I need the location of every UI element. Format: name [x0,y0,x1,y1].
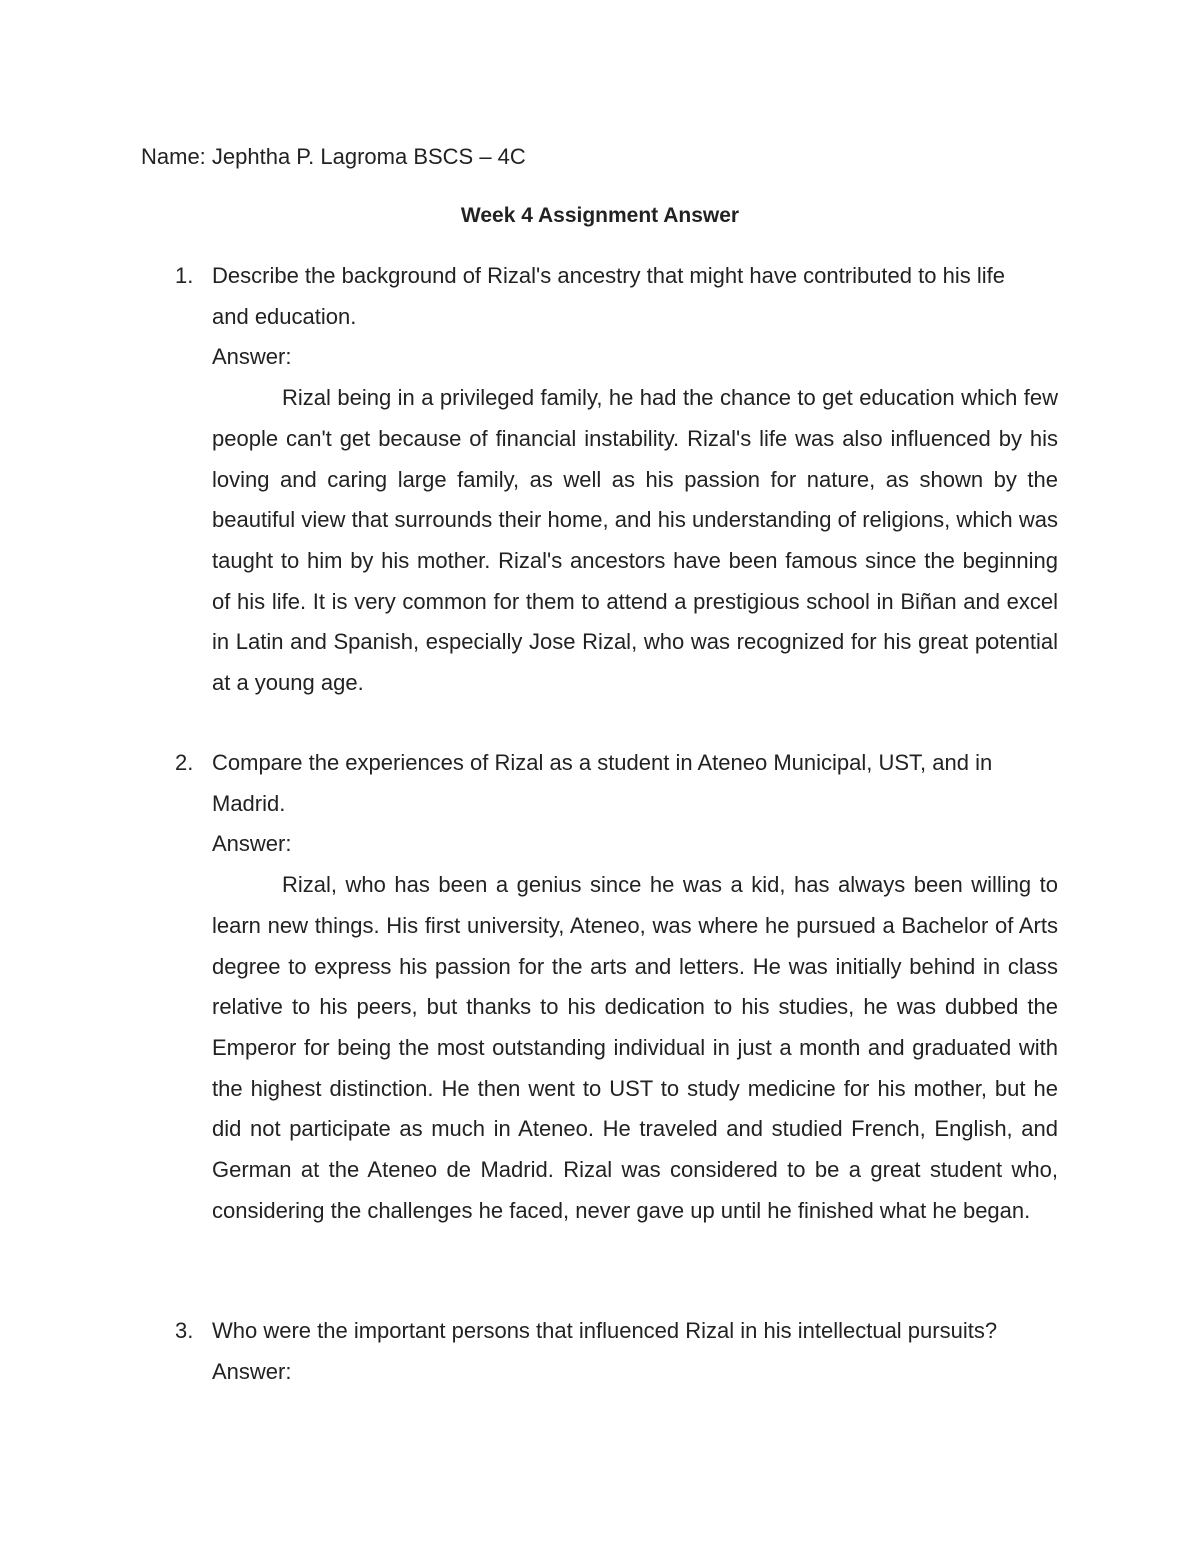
answer-label: Answer: [212,831,292,857]
document-title: Week 4 Assignment Answer [460,204,740,227]
question-body [212,256,1058,704]
question-text: Who were the important persons that influenced Rizal in his intellectual pursuits? [212,1318,998,1343]
answer-label: Answer: [212,1358,292,1384]
answer-label: Answer: [212,344,292,370]
question-text: Describe the background of Rizal's ancestry that might have contributed to his life and education. [212,263,1005,329]
question-text: Compare the experiences of Rizal as a student in Ateneo Municipal, UST, and in Madrid. [212,750,993,816]
question-body [212,1311,1058,1392]
question-body [212,743,1058,1231]
question-number: 3. [175,1318,194,1343]
answer-text: Rizal being in a privileged family, he had the chance to get education which few people can't get because of financial instability. Rizal's life was also influenced by his loving and caring large family, as well as his passion for nature, as shown by the beautiful view that surrounds their home, and his understanding of religions, which was taught to him by his mother. Rizal's ancestors have been famous since the beginning of his life. It is very common for them to attend a prestigious school in Biñan and excel in Latin and Spanish, especially Jose Rizal, who was recognized for his great potential at a young age. [212,385,1058,696]
answer-text: Rizal, who has been a genius since he was a kid, has always been willing to learn new things. His first university, Ateneo, was where he pursued a Bachelor of Arts degree to express his passion for the arts and letters. He was initially behind in class relative to his peers, but thanks to his dedication to his studies, he was dubbed the Emperor for being the most outstanding individual in just a month and graduated with the highest distinction. He then went to UST to study medicine for his mother, but he did not participate as much in Ateneo. He traveled and studied French, English, and German at the Ateneo de Madrid. Rizal was considered to be a great student who, considering the challenges he faced, never gave up until he finished what he began. [212,872,1058,1223]
question-number: 2. [175,750,194,775]
student-name-line: Name: Jephtha P. Lagroma BSCS – 4C [141,144,526,169]
question-number: 1. [175,263,194,288]
